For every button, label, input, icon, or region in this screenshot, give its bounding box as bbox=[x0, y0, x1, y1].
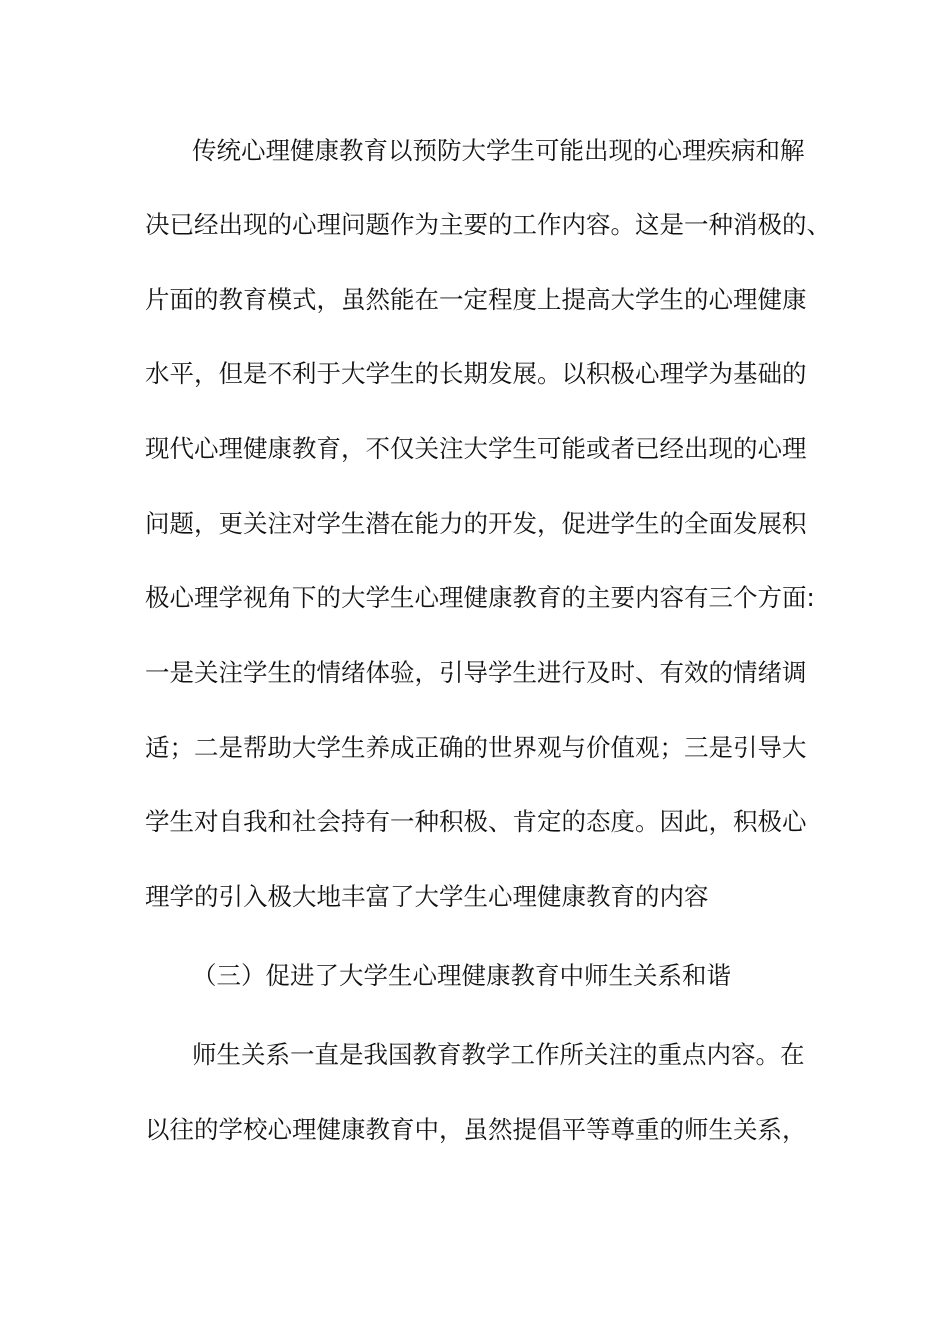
paragraph-1-line-2: 决已经出现的心理问题作为主要的工作内容。这是一种消极的、 bbox=[145, 210, 831, 239]
paragraph-1-line-5: 现代心理健康教育，不仅关注大学生可能或者已经出现的心理 bbox=[145, 434, 807, 463]
section-heading: （三）促进了大学生心理健康教育中师生关系和谐 bbox=[192, 961, 731, 990]
paragraph-1-line-4: 水平，但是不利于大学生的长期发展。以积极心理学为基础的 bbox=[145, 359, 807, 388]
paragraph-1-line-3: 片面的教育模式，虽然能在一定程度上提高大学生的心理健康 bbox=[145, 285, 807, 314]
paragraph-1-line-9: 适；二是帮助大学生养成正确的世界观与价值观；三是引导大 bbox=[145, 733, 807, 762]
paragraph-1-line-1: 传统心理健康教育以预防大学生可能出现的心理疾病和解 bbox=[192, 136, 805, 165]
paragraph-1-line-11: 理学的引入极大地丰富了大学生心理健康教育的内容 bbox=[145, 882, 709, 911]
paragraph-1-line-10: 学生对自我和社会持有一种积极、肯定的态度。因此，积极心 bbox=[145, 807, 807, 836]
paragraph-1-line-7: 极心理学视角下的大学生心理健康教育的主要内容有三个方面: bbox=[145, 583, 815, 612]
paragraph-1-line-8: 一是关注学生的情绪体验，引导学生进行及时、有效的情绪调 bbox=[145, 658, 807, 687]
paragraph-2-line-1: 师生关系一直是我国教育教学工作所关注的重点内容。在 bbox=[192, 1040, 805, 1069]
paragraph-2-line-2: 以往的学校心理健康教育中，虽然提倡平等尊重的师生关系， bbox=[145, 1115, 807, 1144]
paragraph-1-line-6: 问题，更关注对学生潜在能力的开发，促进学生的全面发展积 bbox=[145, 509, 807, 538]
